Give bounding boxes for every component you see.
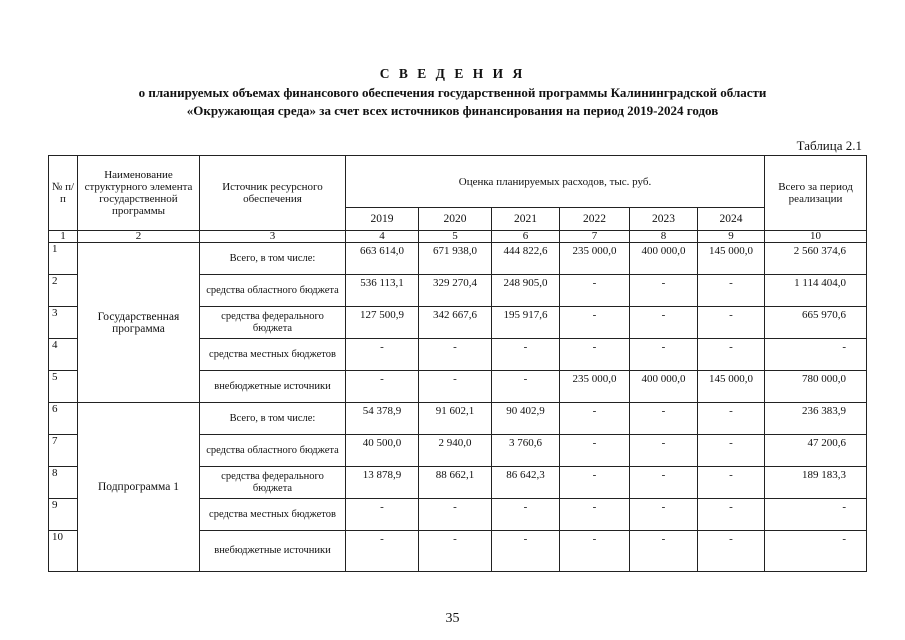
row-number: 9 (49, 499, 78, 531)
funding-source: средства областного бюджета (200, 435, 346, 467)
column-index: 5 (419, 231, 492, 243)
funding-source: средства федерального бюджета (200, 307, 346, 339)
row-number: 10 (49, 531, 78, 572)
year-value: 88 662,1 (419, 467, 492, 499)
year-value: 13 878,9 (346, 467, 419, 499)
year-value: 90 402,9 (492, 403, 560, 435)
year-value: - (560, 275, 630, 307)
year-value: - (698, 499, 765, 531)
year-value: 536 113,1 (346, 275, 419, 307)
row-number: 4 (49, 339, 78, 371)
year-value: 248 905,0 (492, 275, 560, 307)
year-value: - (560, 339, 630, 371)
year-value: - (630, 467, 698, 499)
year-value: - (630, 275, 698, 307)
year-value: - (492, 531, 560, 572)
funding-source: Всего, в том числе: (200, 243, 346, 275)
year-value: 2 940,0 (419, 435, 492, 467)
column-header-total: Всего за период реализации (765, 156, 867, 231)
year-value: - (698, 275, 765, 307)
funding-source: средства местных бюджетов (200, 339, 346, 371)
year-value: 40 500,0 (346, 435, 419, 467)
structural-element-name: Государственная программа (78, 243, 200, 403)
year-value: 195 917,6 (492, 307, 560, 339)
column-header-year: 2020 (419, 208, 492, 231)
year-value: - (560, 403, 630, 435)
year-value: - (698, 307, 765, 339)
column-header-year: 2024 (698, 208, 765, 231)
year-value: - (560, 531, 630, 572)
row-number: 6 (49, 403, 78, 435)
year-value: - (630, 339, 698, 371)
funding-source: внебюджетные источники (200, 531, 346, 572)
year-value: 235 000,0 (560, 371, 630, 403)
column-header-element: Наименование структурного элемента государственной программы (78, 156, 200, 231)
column-header-year: 2019 (346, 208, 419, 231)
period-total: 47 200,6 (765, 435, 867, 467)
column-index: 1 (49, 231, 78, 243)
year-value: 127 500,9 (346, 307, 419, 339)
year-value: 329 270,4 (419, 275, 492, 307)
column-index: 4 (346, 231, 419, 243)
structural-element-name: Подпрограмма 1 (78, 403, 200, 572)
year-value: - (492, 371, 560, 403)
year-value: 54 378,9 (346, 403, 419, 435)
year-value: 3 760,6 (492, 435, 560, 467)
row-number: 2 (49, 275, 78, 307)
row-number: 1 (49, 243, 78, 275)
period-total: - (765, 531, 867, 572)
year-value: - (560, 435, 630, 467)
year-value: 663 614,0 (346, 243, 419, 275)
year-value: - (346, 339, 419, 371)
year-value: - (698, 531, 765, 572)
year-value: - (419, 371, 492, 403)
year-value: - (630, 435, 698, 467)
year-value: - (419, 531, 492, 572)
period-total: - (765, 339, 867, 371)
column-index: 8 (630, 231, 698, 243)
document-title: С В Е Д Е Н И Я (379, 66, 526, 81)
year-value: - (492, 339, 560, 371)
document-subtitle-line1: о планируемых объемах финансового обеспечения государственной программы Калининградской области (138, 85, 767, 100)
year-value: - (346, 531, 419, 572)
year-value: - (630, 531, 698, 572)
year-value: 671 938,0 (419, 243, 492, 275)
year-value: - (492, 499, 560, 531)
year-value: 400 000,0 (630, 371, 698, 403)
year-value: 86 642,3 (492, 467, 560, 499)
year-value: 342 667,6 (419, 307, 492, 339)
year-value: 145 000,0 (698, 371, 765, 403)
year-value: - (698, 467, 765, 499)
table-row (49, 403, 867, 435)
column-index: 9 (698, 231, 765, 243)
year-value: - (346, 371, 419, 403)
period-total: 780 000,0 (765, 371, 867, 403)
row-number: 8 (49, 467, 78, 499)
year-value: 145 000,0 (698, 243, 765, 275)
year-value: - (346, 499, 419, 531)
year-value: - (560, 499, 630, 531)
column-index: 7 (560, 231, 630, 243)
year-value: - (560, 307, 630, 339)
year-value: 444 822,6 (492, 243, 560, 275)
column-header-estimate: Оценка планируемых расходов, тыс. руб. (346, 156, 765, 208)
column-header-year: 2023 (630, 208, 698, 231)
table-row (49, 243, 867, 275)
period-total: - (765, 499, 867, 531)
table-body (49, 231, 867, 572)
funding-source: средства областного бюджета (200, 275, 346, 307)
column-header-year: 2022 (560, 208, 630, 231)
funding-source: средства местных бюджетов (200, 499, 346, 531)
year-value: - (630, 499, 698, 531)
year-value: 235 000,0 (560, 243, 630, 275)
row-number: 7 (49, 435, 78, 467)
year-value: - (698, 339, 765, 371)
period-total: 2 560 374,6 (765, 243, 867, 275)
column-index: 6 (492, 231, 560, 243)
year-value: 91 602,1 (419, 403, 492, 435)
row-number: 3 (49, 307, 78, 339)
column-index: 10 (765, 231, 867, 243)
year-value: - (419, 339, 492, 371)
period-total: 236 383,9 (765, 403, 867, 435)
year-value: - (630, 403, 698, 435)
financing-table (48, 155, 867, 572)
year-value: - (419, 499, 492, 531)
year-value: - (698, 403, 765, 435)
period-total: 1 114 404,0 (765, 275, 867, 307)
funding-source: средства федерального бюджета (200, 467, 346, 499)
column-header-year: 2021 (492, 208, 560, 231)
column-index: 3 (200, 231, 346, 243)
column-header-source: Источник ресурсного обеспечения (200, 156, 346, 231)
column-index-row (49, 231, 867, 243)
document-subtitle-line2: «Окружающая среда» за счет всех источников финансирования на период 2019-2024 годов (186, 103, 719, 118)
funding-source: Всего, в том числе: (200, 403, 346, 435)
row-number: 5 (49, 371, 78, 403)
year-value: 400 000,0 (630, 243, 698, 275)
period-total: 189 183,3 (765, 467, 867, 499)
column-index: 2 (78, 231, 200, 243)
page-number: 35 (445, 611, 460, 626)
year-value: - (560, 467, 630, 499)
year-value: - (698, 435, 765, 467)
year-value: - (630, 307, 698, 339)
table-label: Таблица 2.1 (796, 138, 862, 153)
column-header-num: № п/п (49, 156, 78, 231)
funding-source: внебюджетные источники (200, 371, 346, 403)
period-total: 665 970,6 (765, 307, 867, 339)
